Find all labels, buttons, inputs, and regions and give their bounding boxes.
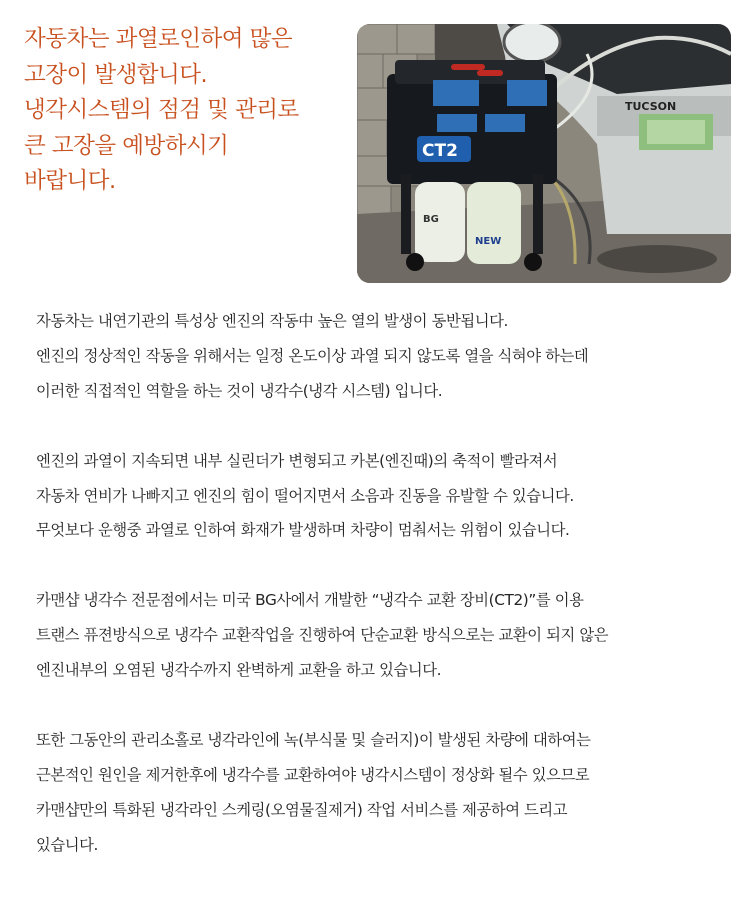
paragraph-line: 엔진내부의 오염된 냉각수까지 완벽하게 교환을 하고 있습니다. xyxy=(36,661,442,680)
headline-line: 자동차는 과열로인하여 많은 xyxy=(24,26,293,52)
paragraph xyxy=(36,304,726,409)
paragraph-line: 근본적인 원인을 제거한후에 냉각수를 교환하여야 냉각시스템이 정상화 될수 있으므로 xyxy=(36,765,590,784)
headline-line: 큰 고장을 예방하시기 xyxy=(24,132,229,159)
body-text xyxy=(36,304,726,897)
car-badge-text: TUCSON xyxy=(625,100,677,113)
bottle-left-label: BG xyxy=(423,214,439,225)
paragraph-line: 엔진의 과열이 지속되면 내부 실린더가 변형되고 카본(엔진때)의 축적이 빨라져서 xyxy=(36,451,558,470)
bottle-right-label: NEW xyxy=(475,236,502,247)
paragraph-line: 엔진의 정상적인 작동을 위해서는 일정 온도이상 과열 되지 않도록 열을 식혀야 하는데 xyxy=(36,346,589,365)
paragraph xyxy=(36,723,726,863)
paragraph-line: 자동차는 내연기관의 특성상 엔진의 작동中 높은 열의 발생이 동반됩니다. xyxy=(36,312,508,330)
paragraph xyxy=(36,444,726,549)
headline xyxy=(24,22,354,200)
headline-line: 냉각시스템의 점검 및 관리로 xyxy=(24,97,299,123)
paragraph-line: 있습니다. xyxy=(36,835,98,854)
ct2-label: CT2 xyxy=(422,141,458,161)
paragraph-line: 자동차 연비가 나빠지고 엔진의 힘이 떨어지면서 소음과 진동을 유발할 수 있습니다. xyxy=(36,486,574,505)
paragraph xyxy=(36,583,726,688)
paragraph-line: 무엇보다 운행중 과열로 인하여 화재가 발생하며 차량이 멈춰서는 위험이 있습니다. xyxy=(36,521,570,540)
paragraph-line: 또한 그동안의 관리소홀로 냉각라인에 녹(부식물 및 슬러지)이 발생된 차량에 대하여는 xyxy=(36,730,591,749)
paragraph-line: 카맨샵 냉각수 전문점에서는 미국 BG사에서 개발한 “냉각수 교환 장비(CT2)”를 이용 xyxy=(36,591,584,610)
headline-line: 고장이 발생합니다. xyxy=(24,61,208,88)
headline-line: 바랍니다. xyxy=(24,168,116,194)
paragraph-line: 카맨샵만의 특화된 냉각라인 스케링(오염물질제거) 작업 서비스를 제공하여 드리고 xyxy=(36,800,568,819)
coolant-machine-photo xyxy=(357,24,731,283)
paragraph-line: 이러한 직접적인 역할을 하는 것이 냉각수(냉각 시스템) 입니다. xyxy=(36,381,443,400)
paragraph-line: 트랜스 퓨젼방식으로 냉각수 교환작업을 진행하여 단순교환 방식으로는 교환이 되지 않은 xyxy=(36,626,609,645)
